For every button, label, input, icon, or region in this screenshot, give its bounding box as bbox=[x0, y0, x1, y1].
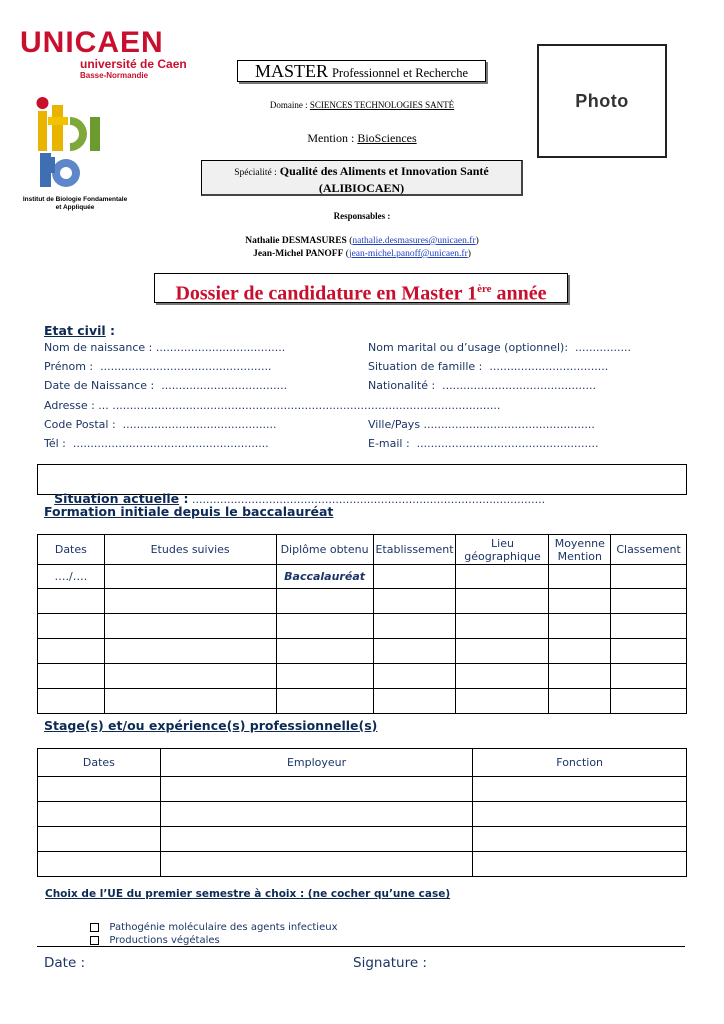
table-cell[interactable] bbox=[104, 565, 276, 589]
unicaen-wordmark: UNICAEN bbox=[20, 26, 164, 59]
photo-label: Photo bbox=[575, 90, 629, 111]
table-row bbox=[38, 664, 687, 689]
table-cell[interactable] bbox=[549, 664, 611, 689]
formation-header-cell: Classement bbox=[611, 535, 687, 565]
situation-actuelle-line[interactable] bbox=[44, 469, 545, 507]
table-cell[interactable] bbox=[160, 827, 473, 852]
specialite-abbr: (ALIBIOCAEN) bbox=[318, 181, 405, 195]
table-cell[interactable] bbox=[549, 565, 611, 589]
master-header-box bbox=[237, 60, 486, 82]
field-nationalite[interactable]: Nationalité : ............................................ bbox=[368, 379, 597, 392]
table-cell[interactable] bbox=[38, 639, 105, 664]
unicaen-region: Basse-Normandie bbox=[80, 71, 149, 80]
field-situation-famille[interactable]: Situation de famille : .................................. bbox=[368, 360, 609, 373]
formation-header-cell: Lieu géographique bbox=[456, 535, 549, 565]
table-cell[interactable] bbox=[160, 802, 473, 827]
table-cell[interactable] bbox=[38, 614, 105, 639]
formation-table bbox=[37, 534, 687, 714]
etat-civil-heading bbox=[44, 320, 115, 339]
domaine-label: Domaine : bbox=[269, 100, 308, 110]
ue-option-label: Productions végétales bbox=[109, 935, 220, 946]
table-cell[interactable] bbox=[38, 777, 161, 802]
table-cell[interactable] bbox=[104, 614, 276, 639]
photo-placeholder bbox=[537, 44, 667, 158]
table-row bbox=[38, 689, 687, 714]
title-main: Dossier de candidature en Master 1 bbox=[175, 282, 478, 305]
table-cell[interactable] bbox=[456, 614, 549, 639]
ifab-caption: Institut de Biologie Fondamentale et Appliquée bbox=[22, 196, 128, 211]
table-cell[interactable] bbox=[611, 639, 687, 664]
etat-civil-title: Etat civil bbox=[44, 323, 106, 338]
table-cell[interactable] bbox=[38, 589, 105, 614]
table-cell[interactable] bbox=[549, 639, 611, 664]
field-tel[interactable]: Tél : ........................................................ bbox=[44, 437, 269, 450]
signature-label: Signature : bbox=[353, 955, 427, 971]
mention-line bbox=[200, 131, 524, 146]
table-row bbox=[38, 565, 687, 589]
table-cell[interactable] bbox=[38, 802, 161, 827]
table-row bbox=[38, 639, 687, 664]
resp2-name: Jean-Michel PANOFF bbox=[253, 249, 344, 259]
ue-option-label: Pathogénie moléculaire des agents infectieux bbox=[109, 922, 338, 933]
table-cell[interactable] bbox=[160, 777, 473, 802]
table-cell[interactable] bbox=[38, 689, 105, 714]
situation-title: Situation actuelle bbox=[54, 491, 180, 506]
table-cell[interactable] bbox=[373, 664, 456, 689]
table-row bbox=[38, 802, 687, 827]
resp2-email-link[interactable]: jean-michel.panoff@unicaen.fr bbox=[348, 249, 468, 259]
table-cell[interactable] bbox=[104, 589, 276, 614]
table-row bbox=[38, 852, 687, 877]
field-adresse[interactable]: Adresse : ... ............................................................................................................... bbox=[44, 399, 501, 412]
unicaen-university: université de Caen bbox=[80, 57, 187, 71]
field-prenom[interactable]: Prénom : ................................................. bbox=[44, 360, 272, 373]
mention-label: Mention : bbox=[307, 131, 355, 145]
formation-header-cell: Etablissement bbox=[373, 535, 456, 565]
field-nom-naissance[interactable]: Nom de naissance : ..................................... bbox=[44, 341, 286, 354]
domaine-value: SCIENCES TECHNOLOGIES SANTÉ bbox=[309, 100, 455, 110]
table-cell[interactable] bbox=[473, 777, 687, 802]
table-cell[interactable] bbox=[373, 565, 456, 589]
table-cell[interactable] bbox=[104, 664, 276, 689]
table-cell[interactable] bbox=[276, 664, 373, 689]
stage-table bbox=[37, 748, 687, 877]
formation-title: Formation initiale depuis le baccalauréat bbox=[44, 504, 334, 519]
table-cell[interactable] bbox=[373, 614, 456, 639]
master-subtitle: Professionnel et Recherche bbox=[331, 66, 469, 80]
resp1-name: Nathalie DESMASURES bbox=[245, 236, 347, 246]
table-cell[interactable] bbox=[611, 614, 687, 639]
table-cell[interactable] bbox=[549, 614, 611, 639]
table-cell[interactable] bbox=[456, 589, 549, 614]
table-cell[interactable] bbox=[276, 589, 373, 614]
responsable-1: Nathalie DESMASURES (nathalie.desmasures@unicaen.fr) bbox=[245, 236, 479, 246]
table-cell[interactable] bbox=[104, 639, 276, 664]
field-code-postal[interactable]: Code Postal : ............................................ bbox=[44, 418, 277, 431]
table-cell[interactable] bbox=[38, 664, 105, 689]
field-nom-marital[interactable]: Nom marital ou d’usage (optionnel): ................ bbox=[368, 341, 631, 354]
divider bbox=[37, 946, 685, 947]
formation-header-row bbox=[38, 535, 687, 565]
table-cell[interactable] bbox=[473, 802, 687, 827]
table-cell[interactable] bbox=[456, 664, 549, 689]
table-row bbox=[38, 827, 687, 852]
stage-header-cell: Employeur bbox=[160, 749, 473, 777]
table-cell[interactable] bbox=[611, 689, 687, 714]
table-row bbox=[38, 589, 687, 614]
date-label: Date : bbox=[44, 955, 86, 971]
table-cell[interactable] bbox=[549, 589, 611, 614]
title-end: année bbox=[491, 282, 547, 305]
formation-header-cell: Diplôme obtenu bbox=[276, 535, 373, 565]
situation-dots: ..................................................................................................... bbox=[188, 493, 546, 506]
table-cell[interactable] bbox=[473, 827, 687, 852]
table-cell[interactable] bbox=[456, 565, 549, 589]
table-cell[interactable] bbox=[456, 689, 549, 714]
ue-option-2[interactable] bbox=[84, 924, 220, 946]
table-cell[interactable] bbox=[611, 589, 687, 614]
table-cell[interactable] bbox=[373, 689, 456, 714]
table-cell[interactable] bbox=[276, 639, 373, 664]
stage-header-row bbox=[38, 749, 687, 777]
table-cell[interactable] bbox=[38, 852, 161, 877]
table-cell[interactable]: Baccalauréat bbox=[276, 565, 373, 589]
situation-colon: : bbox=[179, 491, 189, 506]
formation-header-cell: Dates bbox=[38, 535, 105, 565]
table-cell[interactable] bbox=[473, 852, 687, 877]
mention-value: BioSciences bbox=[357, 131, 417, 145]
table-cell[interactable] bbox=[611, 664, 687, 689]
formation-header-cell: Moyenne Mention bbox=[549, 535, 611, 565]
table-cell[interactable] bbox=[104, 689, 276, 714]
document-title bbox=[154, 273, 568, 303]
domaine-line bbox=[200, 100, 524, 110]
table-row bbox=[38, 614, 687, 639]
table-cell[interactable] bbox=[276, 689, 373, 714]
responsables-title: Responsables : bbox=[333, 211, 391, 221]
stage-header-cell: Fonction bbox=[473, 749, 687, 777]
table-cell[interactable] bbox=[373, 589, 456, 614]
field-date-naissance[interactable]: Date de Naissance : .................................... bbox=[44, 379, 288, 392]
stage-header-cell: Dates bbox=[38, 749, 161, 777]
specialite-box bbox=[201, 160, 523, 196]
table-cell[interactable] bbox=[373, 639, 456, 664]
field-email[interactable]: E-mail : .................................................... bbox=[368, 437, 599, 450]
specialite-value: Qualité des Aliments et Innovation Santé bbox=[279, 164, 489, 178]
table-cell[interactable] bbox=[611, 565, 687, 589]
table-cell[interactable] bbox=[456, 639, 549, 664]
table-cell[interactable] bbox=[276, 614, 373, 639]
ue-choice-title: Choix de l’UE du premier semestre à choix : (ne cocher qu’une case) bbox=[45, 888, 451, 900]
table-cell[interactable] bbox=[549, 689, 611, 714]
title-superscript: ère bbox=[477, 283, 492, 295]
ifab-logo bbox=[36, 95, 116, 190]
table-cell[interactable] bbox=[38, 827, 161, 852]
etat-civil-colon: : bbox=[105, 323, 116, 338]
checkbox-icon[interactable] bbox=[90, 936, 99, 945]
formation-header-cell: Etudes suivies bbox=[104, 535, 276, 565]
table-cell[interactable]: …./…. bbox=[38, 565, 105, 589]
unicaen-logo bbox=[20, 28, 190, 78]
master-title: MASTER bbox=[254, 61, 328, 81]
table-cell[interactable] bbox=[160, 852, 473, 877]
table-row bbox=[38, 777, 687, 802]
responsable-2: Jean-Michel PANOFF (jean-michel.panoff@unicaen.fr) bbox=[253, 249, 471, 259]
field-ville-pays[interactable]: Ville/Pays ................................................. bbox=[368, 418, 595, 431]
resp1-email-link[interactable]: nathalie.desmasures@unicaen.fr bbox=[352, 236, 476, 246]
stage-title: Stage(s) et/ou expérience(s) professionnelle(s) bbox=[44, 718, 378, 733]
specialite-label: Spécialité : bbox=[234, 168, 277, 178]
